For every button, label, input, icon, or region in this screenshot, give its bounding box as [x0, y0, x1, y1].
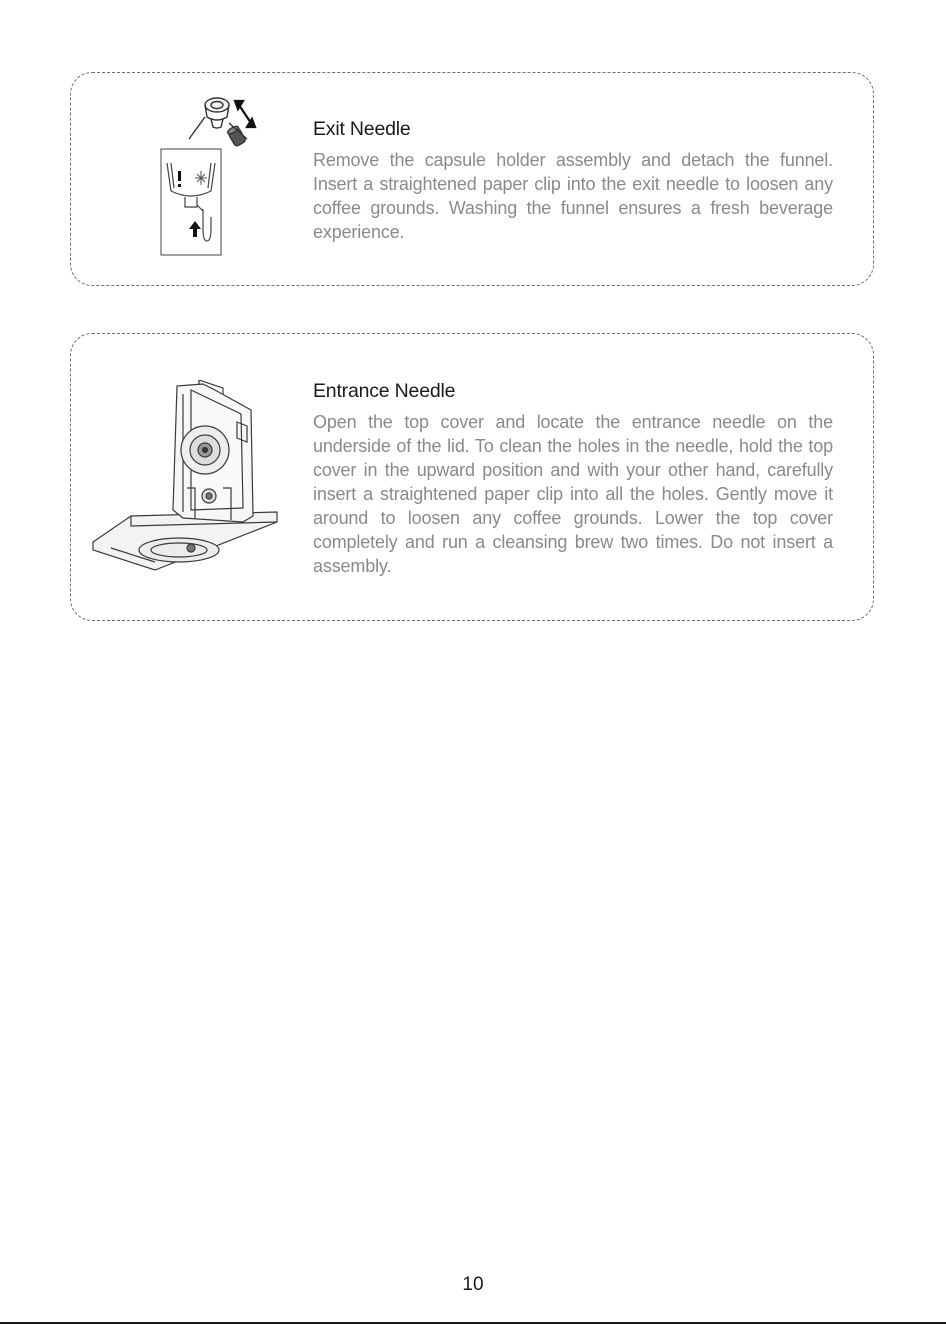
entrance-needle-text	[313, 379, 833, 578]
coffee-machine-lid-icon	[91, 380, 287, 576]
section-title: Exit Needle	[313, 118, 411, 140]
exit-needle-card	[70, 72, 874, 286]
section-title: Entrance Needle	[313, 380, 456, 402]
entrance-needle-card	[70, 333, 874, 621]
exit-needle-illustration	[159, 89, 259, 259]
funnel-paperclip-icon	[159, 89, 259, 259]
page-number: 10	[462, 1274, 484, 1295]
entrance-needle-illustration	[91, 380, 287, 576]
section-body: Remove the capsule holder assembly and detach the funnel. Insert a straightened paper clip into the exit needle to loosen any coffee grounds. Washing the funnel ensures a fresh beverage experience.	[313, 150, 833, 242]
section-body: Open the top cover and locate the entrance needle on the underside of the lid. To clean the holes in the needle, hold the top cover in the upward position and with your other hand, carefully insert a straightened paper clip into all the holes. Gently move it around to loosen any coffee grounds. Lower the top cover completely and run a cleansing brew two times. Do not insert a assembly.	[313, 412, 833, 576]
exit-needle-text	[313, 117, 833, 244]
